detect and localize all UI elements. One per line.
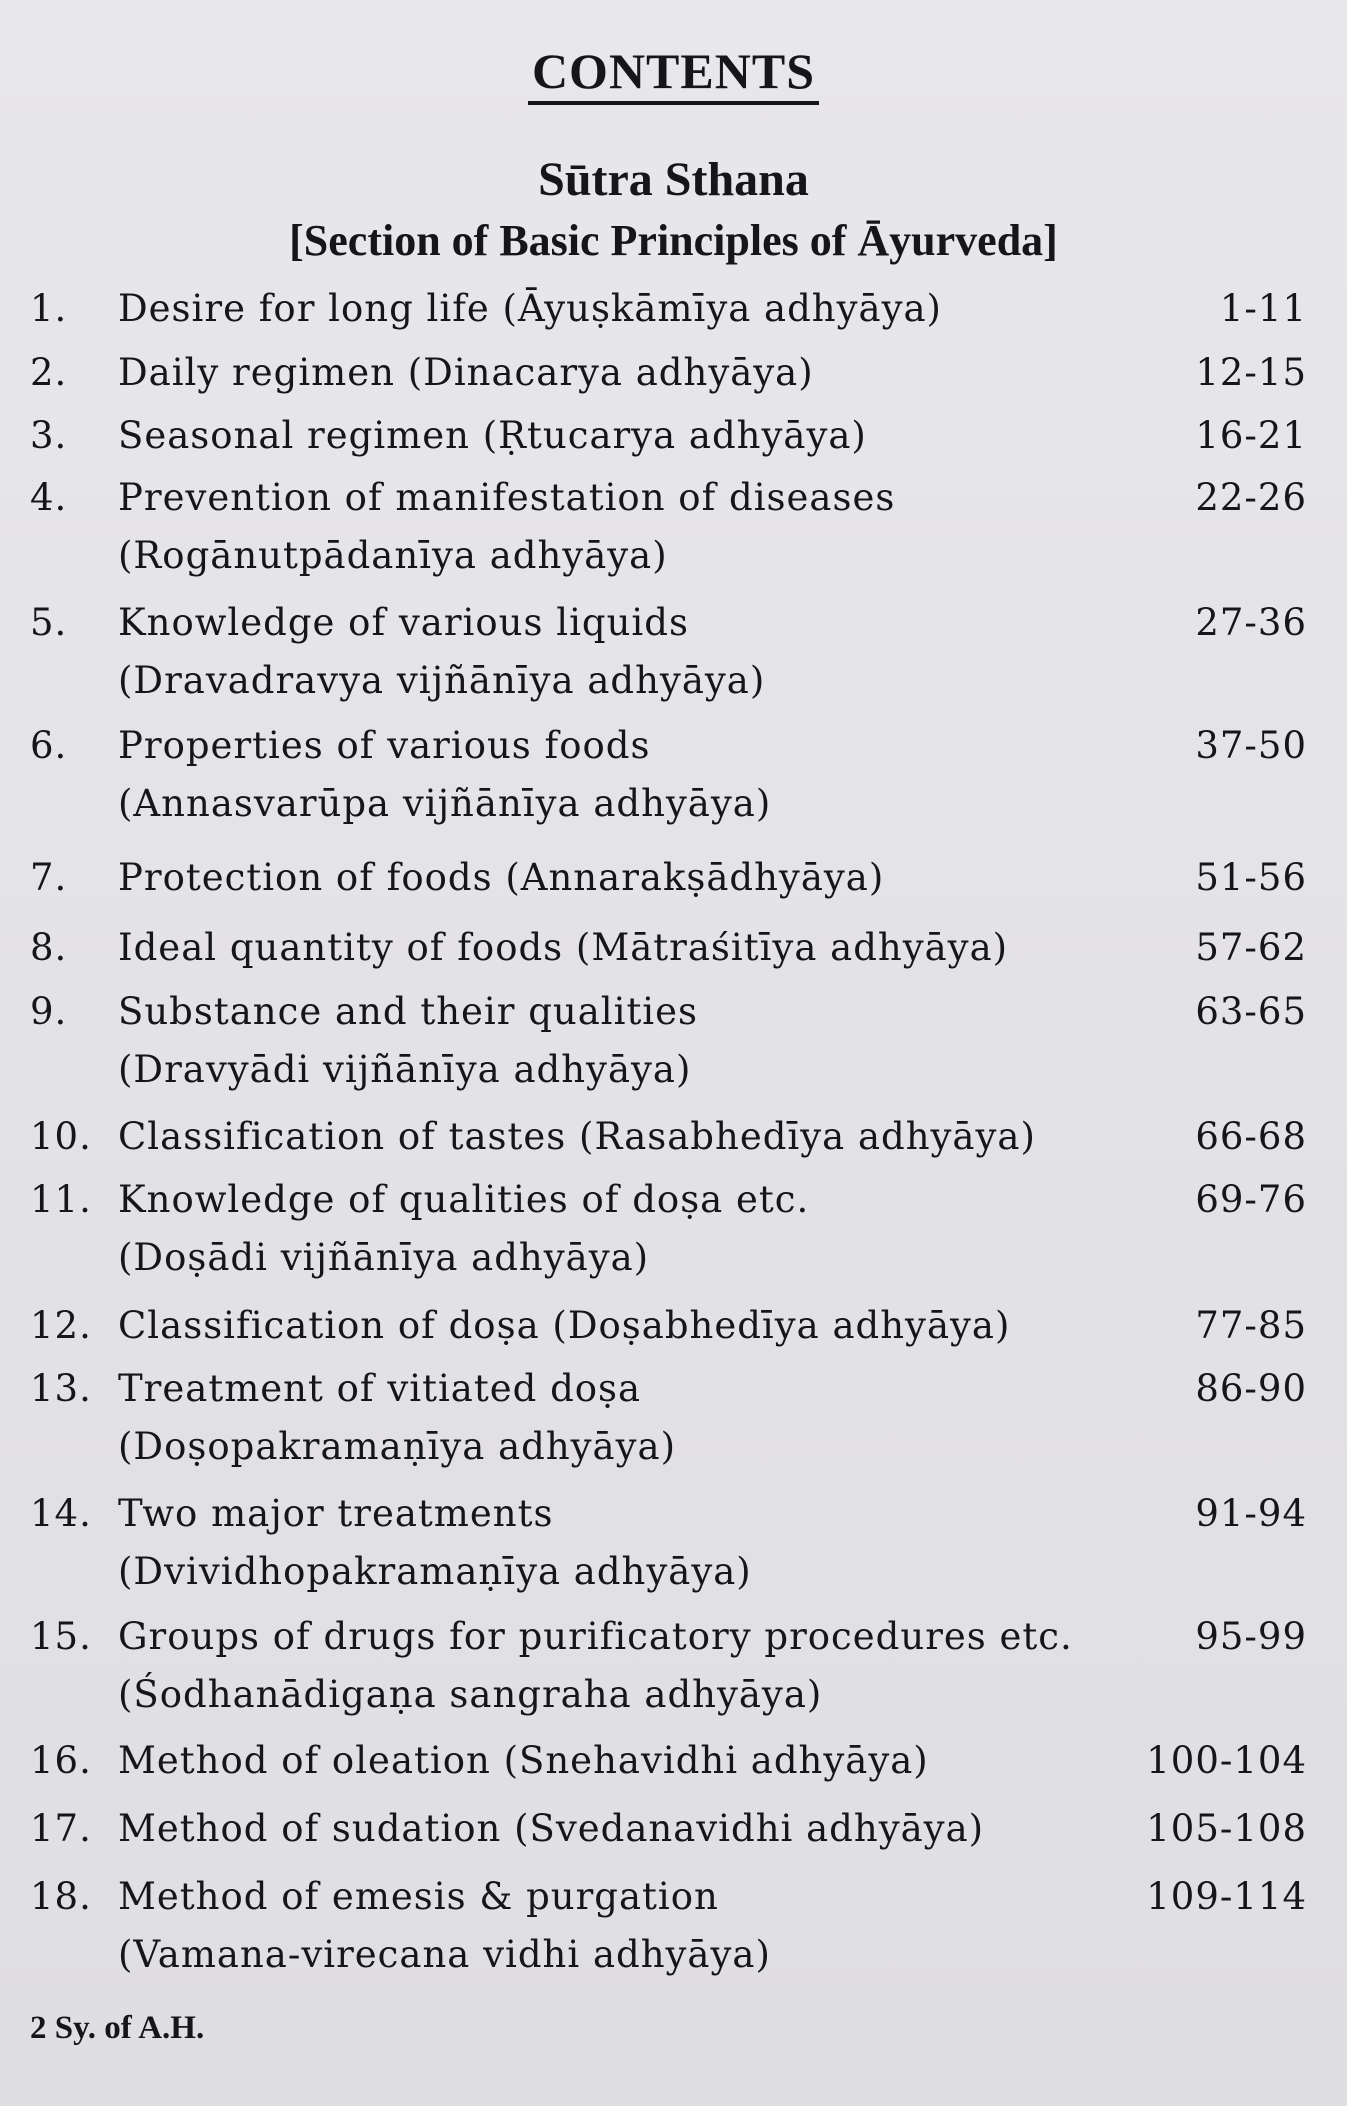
entry-number: 11. (30, 1178, 92, 1221)
entry-subtitle: (Doṣopakramaṇīya adhyāya) (118, 1425, 677, 1468)
entry-title: Prevention of manifestation of diseases (118, 476, 896, 519)
toc-entry (0, 343, 1347, 403)
entry-title: Classification of doṣa (Doṣabhedīya adhyāya) (118, 1304, 1011, 1347)
entry-pages: 86-90 (1195, 1367, 1307, 1410)
toc-entry (0, 1484, 1347, 1593)
entry-number: 14. (30, 1492, 92, 1535)
entry-title: Daily regimen (Dinacarya adhyāya) (118, 351, 814, 394)
entry-subtitle: (Rogānutpādanīya adhyāya) (118, 534, 668, 577)
entry-subtitle: (Vamana-virecana vidhi adhyāya) (118, 1933, 771, 1976)
toc-entry (0, 1359, 1347, 1468)
toc-entry (0, 1867, 1347, 1976)
toc-entry (0, 1607, 1347, 1716)
section-subtitle: [Section of Basic Principles of Āyurveda] (289, 216, 1058, 265)
entry-title: Knowledge of qualities of doṣa etc. (118, 1178, 810, 1221)
entry-title: Treatment of vitiated doṣa (118, 1367, 642, 1410)
entry-number: 17. (30, 1807, 92, 1850)
entry-title: Substance and their qualities (118, 990, 699, 1033)
toc-entry (0, 716, 1347, 825)
entry-pages: 51-56 (1195, 856, 1307, 899)
entry-subtitle: (Śodhanādigaṇa sangraha adhyāya) (118, 1673, 823, 1716)
toc-entry (0, 918, 1347, 978)
toc-entry (0, 1296, 1347, 1356)
entry-subtitle: (Dravyādi vijñānīya adhyāya) (118, 1048, 692, 1091)
contents-heading (0, 42, 1347, 100)
toc-entry (0, 406, 1347, 466)
entry-subtitle: (Annasvarūpa vijñānīya adhyāya) (118, 782, 772, 825)
entry-pages: 12-15 (1195, 351, 1307, 394)
entry-pages: 109-114 (1146, 1875, 1307, 1918)
entry-number: 6. (30, 724, 68, 767)
entry-number: 7. (30, 856, 68, 899)
entry-number: 15. (30, 1615, 92, 1658)
entry-pages: 91-94 (1195, 1492, 1307, 1535)
entry-pages: 1-11 (1219, 287, 1307, 330)
entry-number: 12. (30, 1304, 92, 1347)
toc-entry (0, 593, 1347, 702)
entry-number: 8. (30, 926, 68, 969)
entry-title: Method of sudation (Svedanavidhi adhyāya) (118, 1807, 985, 1850)
entry-title: Seasonal regimen (Ṛtucarya adhyāya) (118, 414, 867, 457)
entry-pages: 100-104 (1146, 1739, 1307, 1782)
entry-number: 4. (30, 476, 68, 519)
entry-number: 2. (30, 351, 68, 394)
entry-pages: 16-21 (1195, 414, 1307, 457)
entry-title: Groups of drugs for purificatory procedures etc. (118, 1615, 1073, 1658)
entry-title: Knowledge of various liquids (118, 601, 689, 644)
entry-number: 3. (30, 414, 68, 457)
entry-pages: 105-108 (1146, 1807, 1307, 1850)
entry-title: Protection of foods (Annarakṣādhyāya) (118, 856, 885, 899)
entry-pages: 69-76 (1195, 1178, 1307, 1221)
toc-entry (0, 1107, 1347, 1167)
entry-number: 9. (30, 990, 68, 1033)
entry-title: Properties of various foods (118, 724, 651, 767)
toc-entry (0, 848, 1347, 908)
entry-number: 1. (30, 287, 68, 330)
contents-heading-text: CONTENTS (528, 43, 819, 105)
entry-number: 5. (30, 601, 68, 644)
entry-title: Method of oleation (Snehavidhi adhyāya) (118, 1739, 929, 1782)
entry-subtitle: (Dravadravya vijñānīya adhyāya) (118, 659, 766, 702)
section-title: Sūtra Sthana (538, 153, 809, 206)
entry-pages: 22-26 (1195, 476, 1307, 519)
toc-entry (0, 468, 1347, 577)
entry-pages: 57-62 (1195, 926, 1307, 969)
entry-title: Two major treatments (118, 1492, 554, 1535)
entry-number: 18. (30, 1875, 92, 1918)
toc-entry (0, 1170, 1347, 1279)
entry-number: 16. (30, 1739, 92, 1782)
entry-title: Method of emesis & purgation (118, 1875, 719, 1918)
entry-subtitle: (Dvividhopakramaṇīya adhyāya) (118, 1550, 752, 1593)
entry-title: Ideal quantity of foods (Mātraśitīya adhyāya) (118, 926, 1009, 969)
entry-number: 10. (30, 1115, 92, 1158)
entry-pages: 27-36 (1195, 601, 1307, 644)
toc-entry (0, 1731, 1347, 1791)
entry-subtitle: (Doṣādi vijñānīya adhyāya) (118, 1236, 650, 1279)
entry-pages: 77-85 (1195, 1304, 1307, 1347)
page-footer: 2 Sy. of A.H. (30, 2010, 205, 2046)
entry-pages: 66-68 (1195, 1115, 1307, 1158)
entry-pages: 63-65 (1195, 990, 1307, 1033)
entry-pages: 37-50 (1195, 724, 1307, 767)
entry-title: Desire for long life (Āyuṣkāmīya adhyāya) (118, 287, 942, 330)
entry-number: 13. (30, 1367, 92, 1410)
toc-entry (0, 279, 1347, 339)
toc-entry (0, 1799, 1347, 1859)
entry-title: Classification of tastes (Rasabhedīya adhyāya) (118, 1115, 1036, 1158)
toc-entry (0, 982, 1347, 1091)
entry-pages: 95-99 (1195, 1615, 1307, 1658)
